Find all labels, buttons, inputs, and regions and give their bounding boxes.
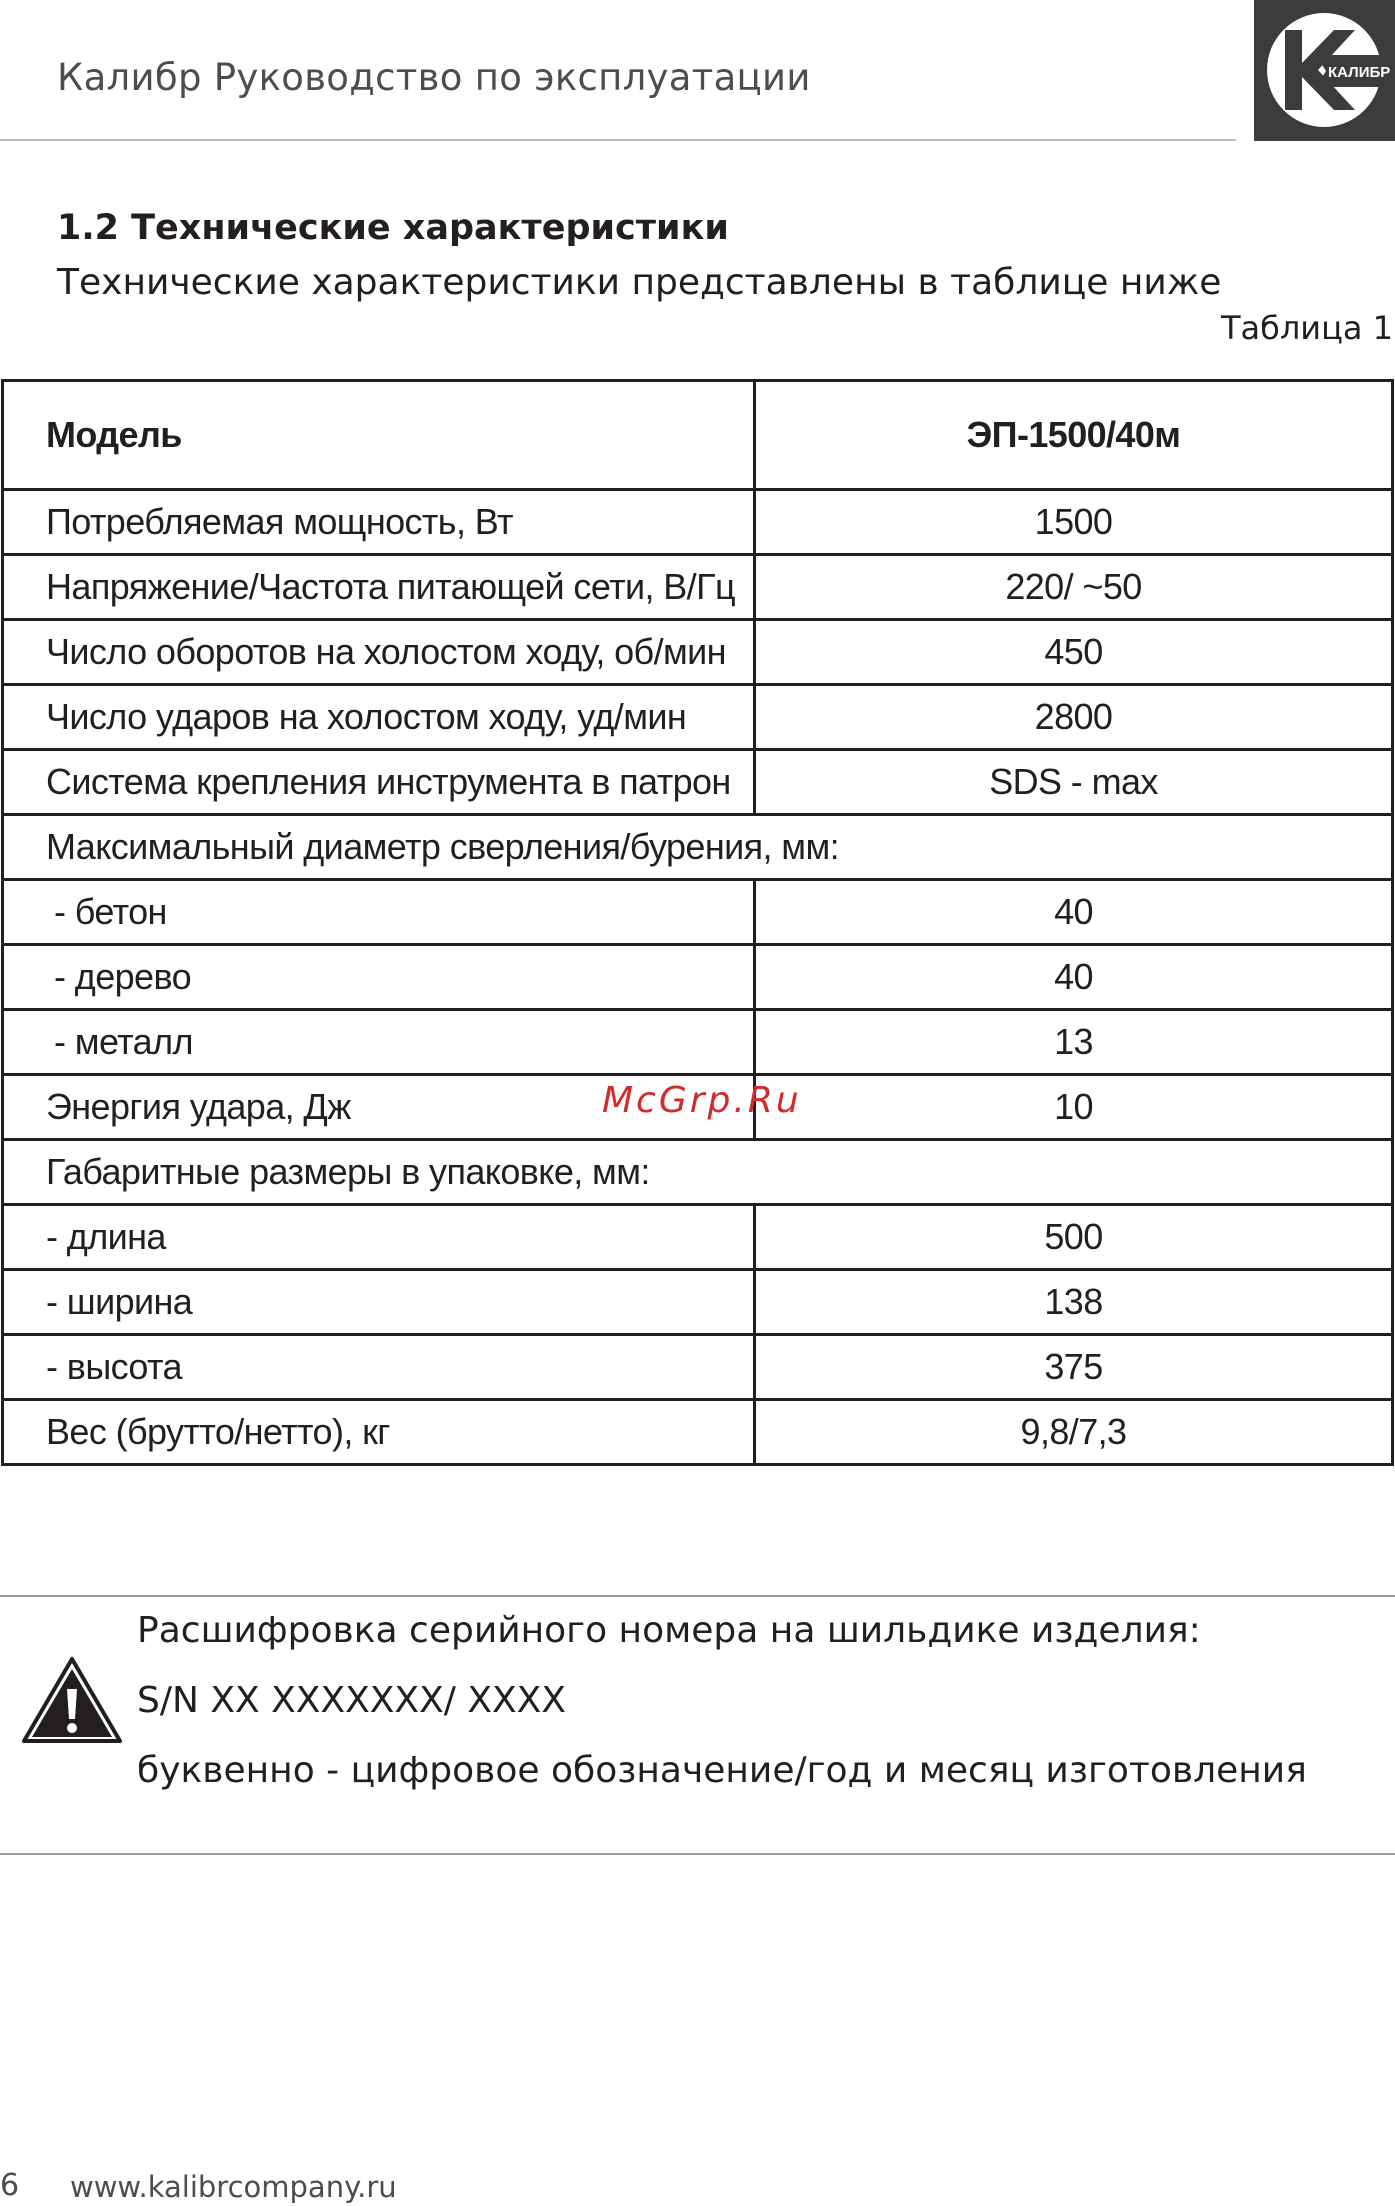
kalibr-logo [1254,0,1395,141]
table-row [3,1335,1393,1400]
param-cell: Число оборотов на холостом ходу, об/мин [3,620,755,685]
table-row [3,555,1393,620]
param-cell: - дерево [3,945,755,1010]
model-label: Модель [3,381,755,490]
param-cell: Напряжение/Частота питающей сети, В/Гц [3,555,755,620]
section-intro: Технические характеристики представлены в таблице ниже [57,262,1222,303]
footer-website-link[interactable]: www.kalibrcompany.ru [70,2170,397,2204]
warning-triangle-icon [20,1655,124,1745]
document-header-title: Калибр Руководство по эксплуатации [57,56,811,99]
value-cell: 450 [755,620,1393,685]
param-cell: Потребляемая мощность, Вт [3,490,755,555]
watermark: McGrp.Ru [602,1080,802,1121]
table-row [3,1205,1393,1270]
table-row [3,490,1393,555]
value-cell: 2800 [755,685,1393,750]
table-caption: Таблица 1 [1220,309,1393,347]
value-cell: 220/ ~50 [755,555,1393,620]
value-cell: 13 [755,1010,1393,1075]
group-heading-cell: Габаритные размеры в упаковке, мм: [3,1140,1393,1205]
param-cell: Система крепления инструмента в патрон [3,750,755,815]
value-cell: SDS - max [755,750,1393,815]
serial-number-explanation: буквенно - цифровое обозначение/год и месяц изготовления [137,1750,1307,1791]
param-cell: - высота [3,1335,755,1400]
param-cell: Энергия удара, Дж [3,1075,755,1140]
technical-specifications-table [1,379,1394,1466]
table-row [3,685,1393,750]
serial-note-heading: Расшифровка серийного номера на шильдике изделия: [137,1610,1201,1651]
value-cell: 10 [755,1075,1393,1140]
value-cell: 500 [755,1205,1393,1270]
param-cell: - ширина [3,1270,755,1335]
table-row [3,1270,1393,1335]
value-cell: 1500 [755,490,1393,555]
table-row [3,880,1393,945]
note-divider-top [0,1595,1395,1597]
model-value: ЭП-1500/40м [755,381,1393,490]
table-row [3,750,1393,815]
logo-text: КАЛИБР [1328,64,1391,81]
param-cell: Число ударов на холостом ходу, уд/мин [3,685,755,750]
param-cell: Вес (брутто/нетто), кг [3,1400,755,1465]
value-cell: 40 [755,945,1393,1010]
section-title: 1.2 Технические характеристики [57,208,729,248]
header-divider [0,139,1236,141]
table-row [3,945,1393,1010]
table-header-row [3,381,1393,490]
value-cell: 40 [755,880,1393,945]
param-cell: - металл [3,1010,755,1075]
table-row [3,1400,1393,1465]
note-divider-bottom [0,1853,1395,1855]
table-group-row [3,815,1393,880]
table-row [3,620,1393,685]
page-number: 6 [0,2168,20,2203]
group-heading-cell: Максимальный диаметр сверления/бурения, мм: [3,815,1393,880]
table-row [3,1010,1393,1075]
value-cell: 9,8/7,3 [755,1400,1393,1465]
param-cell: - длина [3,1205,755,1270]
value-cell: 375 [755,1335,1393,1400]
table-group-row [3,1140,1393,1205]
param-cell: - бетон [3,880,755,945]
value-cell: 138 [755,1270,1393,1335]
serial-number-format: S/N XX XXXXXXX/ XXXX [137,1680,566,1721]
